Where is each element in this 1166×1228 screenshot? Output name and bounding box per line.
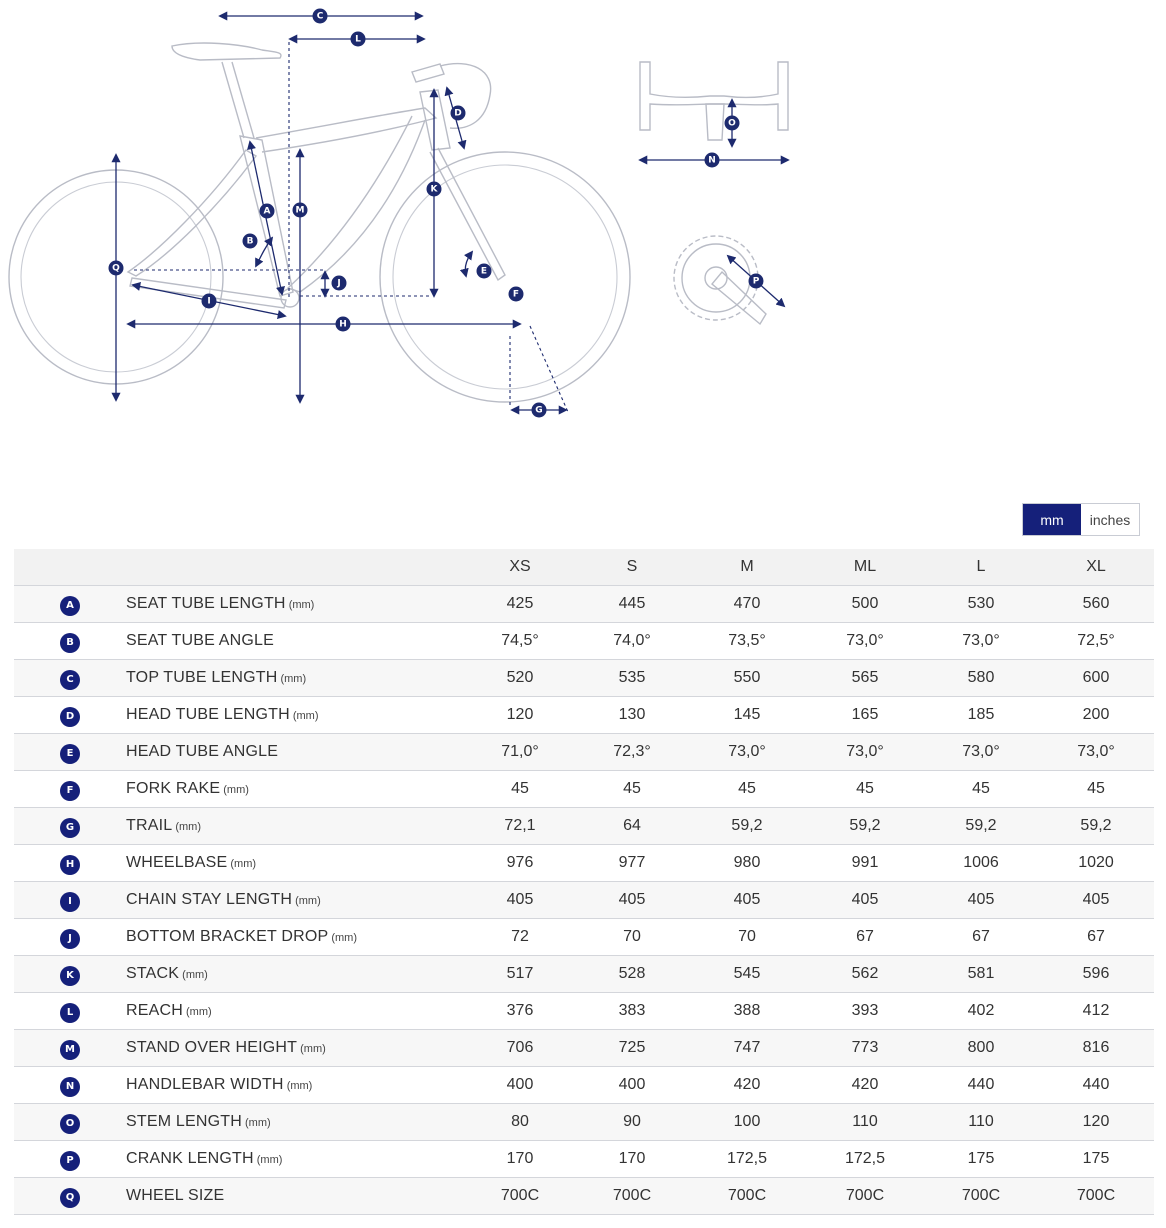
- value-cell: 80: [464, 1104, 576, 1141]
- row-name-cell: [126, 1067, 464, 1104]
- value-cell: 445: [576, 586, 688, 623]
- value-cell: 145: [688, 697, 806, 734]
- value-cell: 520: [464, 660, 576, 697]
- parameter-name: CRANK LENGTH: [126, 1150, 254, 1167]
- value-cell: 800: [924, 1030, 1038, 1067]
- value-cell: 581: [924, 956, 1038, 993]
- handlebar-front-view: [640, 62, 788, 160]
- value-cell: 517: [464, 956, 576, 993]
- diagram-badge-label: A: [263, 206, 271, 217]
- value-cell: 175: [1038, 1141, 1154, 1178]
- value-cell: 700C: [464, 1178, 576, 1215]
- value-cell: 72,1: [464, 808, 576, 845]
- parameter-unit: (mm): [175, 821, 201, 833]
- diagram-badge-b: [243, 234, 258, 249]
- value-cell: 440: [1038, 1067, 1154, 1104]
- header-badge-cell: [14, 549, 126, 586]
- parameter-unit: (mm): [256, 1154, 283, 1166]
- diagram-badge-l: [351, 32, 366, 47]
- value-cell: 45: [576, 771, 688, 808]
- value-cell: 73,0°: [688, 734, 806, 771]
- value-cell: 200: [1038, 697, 1154, 734]
- row-badge-cell: [14, 771, 126, 808]
- parameter-unit: (mm): [223, 784, 249, 796]
- table-row: [14, 1178, 1154, 1215]
- value-cell: 440: [924, 1067, 1038, 1104]
- table-row: [14, 956, 1154, 993]
- value-cell: 700C: [1038, 1178, 1154, 1215]
- row-name-cell: [126, 808, 464, 845]
- diagram-badge-a: [260, 204, 275, 219]
- value-cell: 376: [464, 993, 576, 1030]
- table-row: [14, 1067, 1154, 1104]
- value-cell: 1006: [924, 845, 1038, 882]
- parameter-name: STEM LENGTH: [126, 1113, 242, 1130]
- value-cell: 725: [576, 1030, 688, 1067]
- row-badge-cell: [14, 1067, 126, 1104]
- row-name-cell: [126, 734, 464, 771]
- row-badge-cell: [14, 1178, 126, 1215]
- row-badge: I: [60, 892, 80, 912]
- row-badge: J: [60, 929, 80, 949]
- diagram-badge-i: [202, 294, 217, 309]
- row-name-cell: [126, 919, 464, 956]
- value-cell: 420: [688, 1067, 806, 1104]
- diagram-badge-label: F: [512, 289, 520, 300]
- diagram-badge-label: L: [355, 34, 361, 45]
- parameter-name: TOP TUBE LENGTH: [126, 669, 278, 686]
- parameter-name: WHEEL SIZE: [126, 1187, 225, 1204]
- geometry-table: [14, 549, 1154, 1215]
- row-badge: M: [60, 1040, 80, 1060]
- table-row: [14, 882, 1154, 919]
- row-badge: P: [60, 1151, 80, 1171]
- value-cell: 388: [688, 993, 806, 1030]
- parameter-name: SEAT TUBE LENGTH: [126, 595, 286, 612]
- value-cell: 405: [688, 882, 806, 919]
- value-cell: 170: [576, 1141, 688, 1178]
- row-badge: K: [60, 966, 80, 986]
- diagram-badge-label: D: [454, 108, 462, 119]
- value-cell: 120: [1038, 1104, 1154, 1141]
- parameter-unit: (mm): [230, 858, 257, 870]
- value-cell: 528: [576, 956, 688, 993]
- value-cell: 90: [576, 1104, 688, 1141]
- value-cell: 393: [806, 993, 924, 1030]
- diagram-badge-o: [725, 116, 740, 131]
- value-cell: 71,0°: [464, 734, 576, 771]
- row-badge-cell: [14, 845, 126, 882]
- parameter-name: REACH: [126, 1002, 184, 1019]
- value-cell: 580: [924, 660, 1038, 697]
- row-name-cell: [126, 771, 464, 808]
- value-cell: 67: [924, 919, 1038, 956]
- value-cell: 72: [464, 919, 576, 956]
- value-cell: 383: [576, 993, 688, 1030]
- diagram-badge-label: O: [728, 118, 736, 129]
- value-cell: 977: [576, 845, 688, 882]
- value-cell: 72,5°: [1038, 623, 1154, 660]
- value-cell: 120: [464, 697, 576, 734]
- value-cell: 405: [1038, 882, 1154, 919]
- crankset-illustration: [674, 236, 784, 324]
- diagram-badge-label: C: [316, 11, 324, 22]
- parameter-name: WHEELBASE: [126, 854, 228, 871]
- row-name-cell: [126, 845, 464, 882]
- parameter-unit: (mm): [288, 599, 315, 611]
- table-row: [14, 734, 1154, 771]
- parameter-unit: (mm): [186, 1006, 212, 1018]
- value-cell: 545: [688, 956, 806, 993]
- diagram-badge-c: [313, 9, 328, 24]
- row-name-cell: [126, 697, 464, 734]
- table-row: [14, 993, 1154, 1030]
- row-name-cell: [126, 1178, 464, 1215]
- parameter-name: CHAIN STAY LENGTH: [126, 891, 293, 908]
- diagram-badge-layer: [109, 9, 764, 418]
- row-badge: Q: [60, 1188, 80, 1208]
- size-header-ml: ML: [806, 549, 924, 586]
- diagram-badge-d: [451, 106, 466, 121]
- diagram-badge-label: N: [708, 155, 716, 166]
- row-badge-cell: [14, 1104, 126, 1141]
- value-cell: 175: [924, 1141, 1038, 1178]
- value-cell: 73,0°: [924, 734, 1038, 771]
- value-cell: 600: [1038, 660, 1154, 697]
- value-cell: 45: [1038, 771, 1154, 808]
- parameter-unit: (mm): [182, 969, 208, 981]
- row-badge: B: [60, 633, 80, 653]
- parameter-unit: (mm): [295, 895, 321, 907]
- row-name-cell: [126, 660, 464, 697]
- value-cell: 59,2: [924, 808, 1038, 845]
- diagram-badge-label: B: [246, 236, 254, 247]
- value-cell: 700C: [924, 1178, 1038, 1215]
- row-badge: G: [60, 818, 80, 838]
- row-badge: H: [60, 855, 80, 875]
- value-cell: 100: [688, 1104, 806, 1141]
- parameter-unit: (mm): [331, 932, 358, 944]
- table-row: [14, 623, 1154, 660]
- row-badge-cell: [14, 956, 126, 993]
- value-cell: 470: [688, 586, 806, 623]
- row-badge-cell: [14, 623, 126, 660]
- row-badge: E: [60, 744, 80, 764]
- diagram-badge-label: J: [337, 278, 341, 289]
- diagram-badge-f: [509, 287, 524, 302]
- value-cell: 67: [806, 919, 924, 956]
- row-name-cell: [126, 586, 464, 623]
- value-cell: 412: [1038, 993, 1154, 1030]
- table-row: [14, 660, 1154, 697]
- value-cell: 562: [806, 956, 924, 993]
- value-cell: 45: [464, 771, 576, 808]
- size-header-xs: XS: [464, 549, 576, 586]
- bike-frame-illustration: [9, 43, 630, 402]
- value-cell: 72,3°: [576, 734, 688, 771]
- row-name-cell: [126, 1104, 464, 1141]
- table-row: [14, 586, 1154, 623]
- table-row: [14, 1030, 1154, 1067]
- row-name-cell: [126, 623, 464, 660]
- diagram-badge-label: K: [430, 184, 438, 195]
- value-cell: 130: [576, 697, 688, 734]
- value-cell: 535: [576, 660, 688, 697]
- value-cell: 425: [464, 586, 576, 623]
- parameter-name: HEAD TUBE LENGTH: [126, 706, 290, 723]
- row-badge-cell: [14, 882, 126, 919]
- value-cell: 67: [1038, 919, 1154, 956]
- value-cell: 700C: [688, 1178, 806, 1215]
- row-badge: N: [60, 1077, 80, 1097]
- mm-unit-button[interactable]: mm: [1023, 504, 1081, 535]
- parameter-name: STACK: [126, 965, 180, 982]
- table-row: [14, 1141, 1154, 1178]
- diagram-badge-label: E: [480, 266, 488, 277]
- row-name-cell: [126, 882, 464, 919]
- row-badge-cell: [14, 586, 126, 623]
- row-badge-cell: [14, 1030, 126, 1067]
- row-name-cell: [126, 993, 464, 1030]
- parameter-unit: (mm): [292, 710, 319, 722]
- value-cell: 976: [464, 845, 576, 882]
- parameter-name: HANDLEBAR WIDTH: [126, 1076, 284, 1093]
- row-badge-cell: [14, 919, 126, 956]
- table-row: [14, 919, 1154, 956]
- diagram-badge-h: [336, 317, 351, 332]
- value-cell: 59,2: [688, 808, 806, 845]
- diagram-badge-label: M: [295, 205, 305, 216]
- value-cell: 110: [806, 1104, 924, 1141]
- row-badge-cell: [14, 697, 126, 734]
- value-cell: 706: [464, 1030, 576, 1067]
- diagram-badge-label: H: [339, 319, 347, 330]
- bike-geometry-diagram: [0, 0, 1166, 440]
- value-cell: 747: [688, 1030, 806, 1067]
- value-cell: 400: [464, 1067, 576, 1104]
- row-badge: L: [60, 1003, 80, 1023]
- value-cell: 530: [924, 586, 1038, 623]
- value-cell: 165: [806, 697, 924, 734]
- value-cell: 74,0°: [576, 623, 688, 660]
- table-row: [14, 808, 1154, 845]
- value-cell: 402: [924, 993, 1038, 1030]
- value-cell: 405: [924, 882, 1038, 919]
- row-badge: O: [60, 1114, 80, 1134]
- value-cell: 59,2: [806, 808, 924, 845]
- row-badge: A: [60, 596, 80, 616]
- size-header-xl: XL: [1038, 549, 1154, 586]
- diagram-badge-label: P: [752, 276, 760, 287]
- value-cell: 170: [464, 1141, 576, 1178]
- parameter-unit: (mm): [286, 1080, 313, 1092]
- value-cell: 73,0°: [806, 734, 924, 771]
- diagram-badge-q: [109, 261, 124, 276]
- table-row: [14, 771, 1154, 808]
- row-badge-cell: [14, 808, 126, 845]
- value-cell: 70: [688, 919, 806, 956]
- value-cell: 980: [688, 845, 806, 882]
- diagram-badge-e: [477, 264, 492, 279]
- diagram-badge-label: I: [207, 296, 211, 307]
- parameter-name: TRAIL: [126, 817, 173, 834]
- value-cell: 73,5°: [688, 623, 806, 660]
- unit-toggle: [1022, 503, 1140, 536]
- table-row: [14, 1104, 1154, 1141]
- row-name-cell: [126, 1030, 464, 1067]
- dimension-lines: [116, 16, 568, 412]
- row-name-cell: [126, 1141, 464, 1178]
- value-cell: 45: [924, 771, 1038, 808]
- parameter-name: FORK RAKE: [126, 780, 221, 797]
- diagram-badge-k: [427, 182, 442, 197]
- row-badge-cell: [14, 1141, 126, 1178]
- parameter-unit: (mm): [245, 1117, 271, 1129]
- value-cell: 1020: [1038, 845, 1154, 882]
- value-cell: 405: [576, 882, 688, 919]
- value-cell: 59,2: [1038, 808, 1154, 845]
- value-cell: 991: [806, 845, 924, 882]
- parameter-unit: (mm): [300, 1043, 326, 1055]
- value-cell: 45: [688, 771, 806, 808]
- value-cell: 500: [806, 586, 924, 623]
- row-badge-cell: [14, 734, 126, 771]
- parameter-unit: (mm): [280, 673, 307, 685]
- parameter-name: SEAT TUBE ANGLE: [126, 632, 274, 649]
- value-cell: 405: [806, 882, 924, 919]
- value-cell: 172,5: [688, 1141, 806, 1178]
- geometry-table-body: [14, 586, 1154, 1215]
- table-row: [14, 845, 1154, 882]
- row-badge: C: [60, 670, 80, 690]
- value-cell: 700C: [806, 1178, 924, 1215]
- diagram-badge-p: [749, 274, 764, 289]
- row-badge: D: [60, 707, 80, 727]
- value-cell: 70: [576, 919, 688, 956]
- header-name-cell: [126, 549, 464, 586]
- value-cell: 74,5°: [464, 623, 576, 660]
- value-cell: 185: [924, 697, 1038, 734]
- table-header-row: [14, 549, 1154, 586]
- value-cell: 64: [576, 808, 688, 845]
- value-cell: 73,0°: [924, 623, 1038, 660]
- value-cell: 773: [806, 1030, 924, 1067]
- parameter-name: HEAD TUBE ANGLE: [126, 743, 279, 760]
- size-header-s: S: [576, 549, 688, 586]
- row-name-cell: [126, 956, 464, 993]
- row-badge-cell: [14, 993, 126, 1030]
- value-cell: 816: [1038, 1030, 1154, 1067]
- value-cell: 550: [688, 660, 806, 697]
- value-cell: 45: [806, 771, 924, 808]
- table-row: [14, 697, 1154, 734]
- parameter-name: STAND OVER HEIGHT: [126, 1039, 298, 1056]
- value-cell: 172,5: [806, 1141, 924, 1178]
- size-header-l: L: [924, 549, 1038, 586]
- parameter-name: BOTTOM BRACKET DROP: [126, 928, 329, 945]
- row-badge: F: [60, 781, 80, 801]
- row-badge-cell: [14, 660, 126, 697]
- diagram-badge-g: [532, 403, 547, 418]
- size-header-m: M: [688, 549, 806, 586]
- inches-unit-button[interactable]: inches: [1081, 504, 1139, 535]
- diagram-badge-m: [293, 203, 308, 218]
- value-cell: 596: [1038, 956, 1154, 993]
- value-cell: 420: [806, 1067, 924, 1104]
- diagram-badge-label: Q: [112, 263, 120, 274]
- value-cell: 700C: [576, 1178, 688, 1215]
- value-cell: 560: [1038, 586, 1154, 623]
- diagram-badge-n: [705, 153, 720, 168]
- value-cell: 565: [806, 660, 924, 697]
- value-cell: 400: [576, 1067, 688, 1104]
- value-cell: 405: [464, 882, 576, 919]
- value-cell: 73,0°: [806, 623, 924, 660]
- value-cell: 110: [924, 1104, 1038, 1141]
- value-cell: 73,0°: [1038, 734, 1154, 771]
- diagram-badge-label: G: [535, 405, 543, 416]
- diagram-badge-j: [332, 276, 347, 291]
